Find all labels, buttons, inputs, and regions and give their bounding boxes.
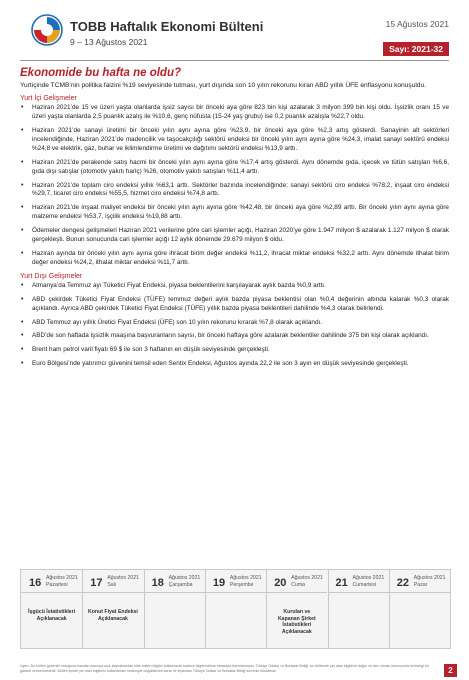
calendar-day-number: 20 (274, 577, 287, 589)
calendar-day-header (205, 570, 266, 593)
list-item (20, 319, 449, 328)
calendar-day-weekday: Perşembe (229, 582, 254, 588)
calendar-day-month: Ağustos 2021 (107, 575, 140, 581)
list-item-text: Haziran 2021’de inşaat maliyet endeksi bir önceki yılın aynı ayına göre %42,48, bir önceki aya göre %2,89 arttı. Bir önceki yılın aynı ayına göre malzeme endeksi %53,7, işçilik endeksi %19,88 arttı. (32, 204, 449, 221)
calendar-day-header (389, 570, 450, 593)
list-item (20, 182, 449, 200)
list-item (20, 296, 449, 314)
list-item-text: Euro Bölgesi’nde yatırımcı güvenini temsil eden Sentix Endeksi, Ağustos ayında 22,2 ile son 3 ayın en düşük seviyesinde gerçekleşti. (32, 360, 409, 368)
list-item-text: Haziran 2021’de 15 ve üzeri yaşta olanlarda işsiz sayısı bir önceki aya göre 823 bin kişi azalarak 3 milyon 399 bin kişi oldu. İşsizlik oranı 15 ve üzeri yaşta olanlarda 2,5 puanlık azalış ile %10,6, genç nüfusta (15-24 yaş grubu) ise 0,2 puanlık azalışla %22,7 oldu. (32, 104, 449, 121)
calendar-day-number: 21 (335, 577, 348, 589)
list-item-text: Haziran ayında bir önceki yılın aynı ayına göre ihracat birim değer endeksi %11,2, ihracat miktar endeksi %32,2 arttı. Aynı dönemde ithalat birim değer endeksi %24,2, ithalat miktar endeksi %11,7 arttı. (32, 249, 449, 266)
calendar-day (389, 570, 450, 648)
page-number: 2 (444, 664, 457, 677)
list-item (20, 204, 449, 222)
calendar-day-weekday: Cumartesi (352, 582, 377, 588)
bullet-icon: • (21, 204, 24, 212)
calendar-day (328, 570, 389, 648)
list-item-text: Haziran 2021’de toplam ciro endeksi yıllık %63,1 arttı. Sektörler bazında incelendiğinde; sanayi sektörü ciro endeksi %78,2, inşaat ciro endeksi %29,7, ticaret ciro endeksi %55,5, hizmet ciro endeksi %74,8 arttı. (32, 181, 449, 198)
list-item (20, 104, 449, 122)
calendar-event: İşgücü İstatistikleri Açıklanacak (28, 609, 76, 622)
calendar-events (21, 593, 82, 622)
calendar-day-number: 18 (151, 577, 164, 589)
calendar-day-header (266, 570, 327, 593)
issue-badge: Sayı: 2021-32 (383, 42, 449, 56)
bullet-icon: • (21, 281, 24, 289)
weekly-calendar (20, 569, 451, 649)
calendar-day-header (82, 570, 143, 593)
bullet-icon: • (21, 295, 24, 303)
calendar-day-number: 19 (212, 577, 226, 589)
calendar-day-weekday: Salı (107, 582, 117, 588)
calendar-day-number: 22 (396, 577, 410, 589)
calendar-event: Konut Fiyat Endeksi Açıklanacak (88, 609, 138, 622)
calendar-events (266, 593, 327, 635)
list-item-text: Ödemeler dengesi gelişmeleri Haziran 2021 verilerine göre cari işlemler açığı, Haziran 2020’ye göre 1.947 milyon $ azalarak 1.127 milyon $ olarak gerçekleşti. Bunun sonucunda cari işlemler açığı 12 aylık dönemde 29.679 milyon $ oldu. (32, 227, 449, 244)
header-divider (20, 60, 449, 61)
bullet-icon: • (21, 227, 24, 235)
calendar-day-number: 16 (29, 577, 42, 589)
domestic-heading: Yurt İçi Gelişmeler (20, 95, 77, 103)
main-content (20, 67, 449, 374)
lead-paragraph: Yurtiçinde TCMB’nin politika faizini %19 seviyesinde tutması, yurt dışında son 10 yılın rekorunu kıran ABD yıllık ÜFE enflasyonu konuşuldu. (20, 82, 426, 89)
calendar-day-weekday: Çarşamba (168, 582, 193, 588)
list-item (20, 360, 449, 369)
calendar-day-header (144, 570, 205, 593)
calendar-event: Kurulan ve Kapanan Şirket İstatistikleri Açıklanacak (277, 609, 316, 635)
list-item (20, 282, 449, 291)
calendar-day (205, 570, 266, 648)
calendar-events (82, 593, 143, 622)
domestic-list (20, 104, 449, 268)
calendar-day-month: Ağustos 2021 (352, 575, 385, 581)
calendar-day-month: Ağustos 2021 (168, 575, 201, 581)
bullet-icon: • (21, 360, 24, 368)
bulletin-title: TOBB Haftalık Ekonomi Bülteni (70, 19, 264, 34)
list-item-text: Brent ham petrol varil fiyatı 69 $ ile son 3 haftanın en düşük seviyesinde gerçekleşti. (32, 346, 270, 354)
bullet-icon: • (21, 181, 24, 189)
calendar-day-month: Ağustos 2021 (413, 575, 446, 581)
bullet-icon: • (21, 332, 24, 340)
bullet-icon: • (21, 127, 24, 135)
calendar-day-weekday: Cuma (291, 582, 306, 588)
calendar-day-number: 17 (90, 577, 103, 589)
list-item (20, 250, 449, 268)
list-item (20, 332, 449, 341)
list-item (20, 159, 449, 177)
calendar-day-header (328, 570, 389, 593)
calendar-day (82, 570, 143, 648)
report-date: 15 Ağustos 2021 (385, 19, 449, 29)
list-item (20, 346, 449, 355)
calendar-day (266, 570, 327, 648)
bullet-icon: • (21, 158, 24, 166)
calendar-day (21, 570, 82, 648)
section-heading: Ekonomide bu hafta ne oldu? (20, 67, 181, 79)
bullet-icon: • (21, 318, 24, 326)
foreign-heading: Yurt Dışı Gelişmeler (20, 272, 83, 280)
tobb-logo-icon (31, 14, 63, 46)
bulletin-date-range: 9 – 13 Ağustos 2021 (70, 37, 148, 47)
calendar-day-header (21, 570, 82, 593)
list-item (20, 227, 449, 245)
foreign-list (20, 282, 449, 369)
list-item-text: ABD’de son haftada işsizlik maaşına başvuranların sayısı, bir önceki haftaya göre azalarak beklentiler dahilinde 375 bin kişi olarak açıklandı. (32, 332, 429, 340)
bullet-icon: • (21, 249, 24, 257)
calendar-day-month: Ağustos 2021 (229, 575, 262, 581)
calendar-day-month: Ağustos 2021 (291, 575, 323, 581)
list-item-text: ABD Temmuz ayı yıllık Üretici Fiyat Endeksi (ÜFE) son 10 yılın rekorunu kırarak %7,8 olarak açıklandı. (32, 318, 323, 326)
calendar-day-month: Ağustos 2021 (46, 575, 78, 581)
list-item-text: Haziran 2021’de sanayi üretimi bir önceki yılın aynı ayına göre %23,9, bir önceki aya göre %2,3 artış gösterdi. Sanayinin alt sektörleri incelendiğinde, Haziran 2021’de madencilik ve taşocakçılığı sektörü endeksi bir önceki yılın aynı ayına göre %24,3, imalat sanayi sektörü endeksi %24,8 ve elektrik, gaz, buhar ve iklimlendirme üretimi ve dağıtımı sektörü endeksi %13,9 arttı. (32, 127, 449, 152)
list-item-text: ABD çekirdek Tüketici Fiyat Endeksi (TÜFE) temmuz değeri aylık bazda piyasa beklentisi olan %0,4 değerinin altında kalarak %0,3 olarak açıklandı. Ayrıca ABD çekirdek Tüketici Fiyat Endeksi (TÜFE) yıllık bazda piyasa beklentileri dahilinde %4,3 olarak belirlendi. (32, 295, 449, 312)
list-item-text: Almanya’da Temmuz ayı Tüketici Fiyat Endeksi, piyasa beklentilerini karşılayarak aylık bazda %0,9 arttı. (32, 281, 326, 289)
disclaimer-text: Uyarı: Bu bülten güvenilir olduğuna inanılan kamuya açık kaynaklardan elde edilen bilgiler kullanılarak sadece bilgilendirme amacıyla hazırlanmıştır. Türkiye Odalar ve Borsalar Birliği, bu bültende yer alan bilgilerin doğru ve tam olması konusunda herhangi bir garanti vermemektedir. Bülten içinde yer alan bilgilerin kullanılması nedeniyle doğabilecek zarar ve ziyandan Türkiye Odalar ve Borsalar Birliği sorumlu tutulamaz. (20, 664, 430, 673)
calendar-day (144, 570, 205, 648)
page-header (0, 0, 469, 62)
bullet-icon: • (21, 346, 24, 354)
list-item (20, 127, 449, 154)
bullet-icon: • (21, 104, 24, 112)
list-item-text: Haziran 2021’de perakende satış hacmi bir önceki yılın aynı ayına göre %17,4 artış gösterdi. Aynı dönemde gıda, içecek ve tütün satışları %6,6, gıda dışı satışlar (otomotiv yakıtı hariç) %26, otomotiv yakıtı satışları %11,4 arttı. (32, 158, 449, 175)
calendar-day-weekday: Pazar (413, 582, 428, 588)
calendar-day-weekday: Pazartesi (46, 582, 68, 588)
